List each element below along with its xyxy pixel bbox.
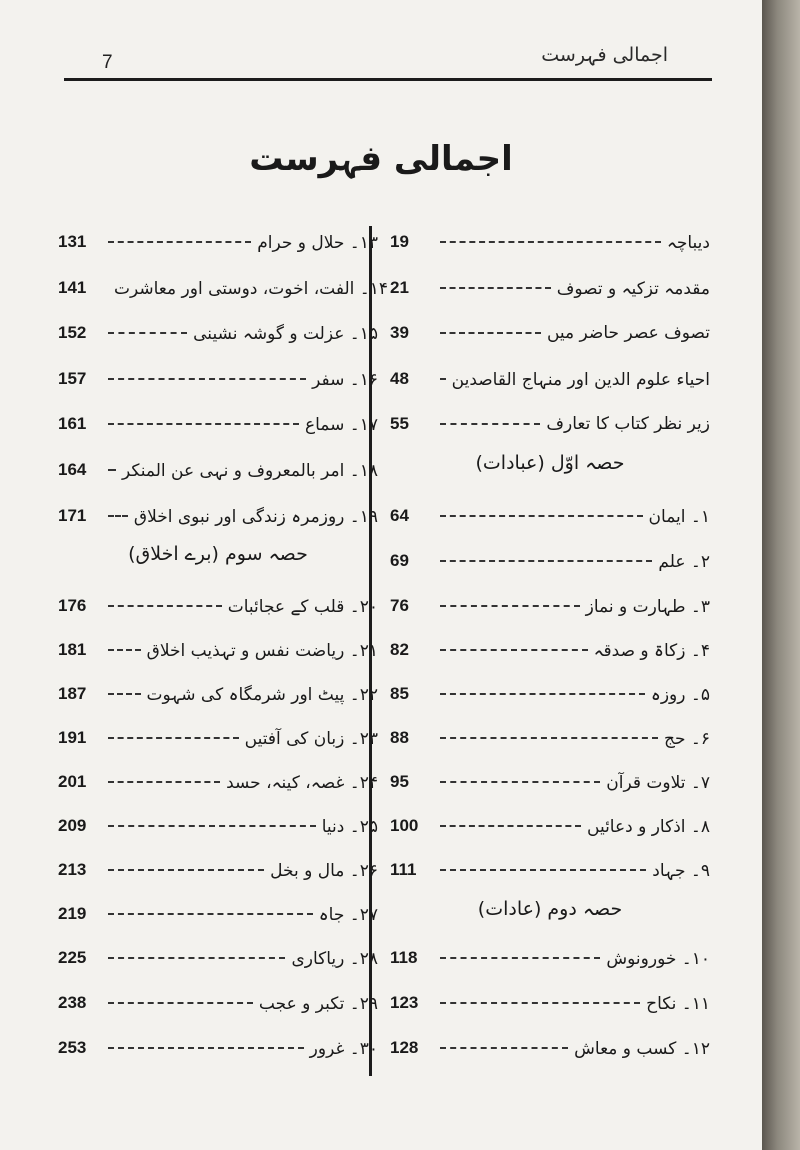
section-heading-part3: حصہ سوم (برے اخلاق) bbox=[128, 543, 308, 565]
toc-entry bbox=[58, 318, 378, 348]
toc-entry bbox=[390, 723, 710, 753]
toc-page: 201 bbox=[58, 772, 87, 791]
toc-page: 191 bbox=[58, 728, 87, 747]
toc-entry bbox=[58, 273, 389, 303]
toc-label: ۲۶۔ مال و بخل bbox=[270, 860, 378, 881]
leader-dashes bbox=[440, 693, 645, 695]
leader-dashes bbox=[108, 1047, 304, 1049]
toc-page: 131 bbox=[58, 232, 87, 251]
toc-entry bbox=[58, 899, 378, 929]
toc-entry bbox=[58, 635, 378, 665]
toc-label: ۲۳۔ زبان کی آفتیں bbox=[244, 728, 378, 749]
toc-label: ۹۔ جہاد bbox=[652, 860, 710, 881]
toc-page: 100 bbox=[390, 816, 419, 835]
toc-page: 85 bbox=[390, 684, 409, 703]
toc-entry bbox=[390, 318, 710, 348]
header-rule bbox=[64, 78, 712, 81]
toc-page: 19 bbox=[390, 232, 409, 251]
toc-page: 225 bbox=[58, 948, 87, 967]
toc-entry bbox=[390, 1033, 710, 1063]
leader-dashes bbox=[440, 781, 600, 783]
toc-page: 181 bbox=[58, 640, 87, 659]
toc-entry bbox=[390, 364, 710, 394]
toc-entry bbox=[390, 546, 710, 576]
toc-page: 213 bbox=[58, 860, 87, 879]
toc-page: 141 bbox=[58, 278, 87, 297]
leader-dashes bbox=[108, 825, 316, 827]
leader-dashes bbox=[108, 469, 116, 471]
book-binding-edge bbox=[762, 0, 800, 1150]
toc-entry bbox=[390, 273, 710, 303]
leader-dashes bbox=[108, 423, 299, 425]
toc-label: ۲۔ علم bbox=[658, 551, 710, 572]
leader-dashes bbox=[440, 241, 661, 243]
toc-page: 171 bbox=[58, 506, 87, 525]
toc-page: 209 bbox=[58, 816, 87, 835]
leader-dashes bbox=[440, 1002, 640, 1004]
section-heading-part1: حصہ اوّل (عبادات) bbox=[475, 452, 625, 474]
leader-dashes bbox=[108, 693, 141, 695]
toc-label: ۱۸۔ امر بالمعروف و نہی عن المنکر bbox=[122, 460, 378, 481]
toc-label: ۲۱۔ ریاضت نفس و تہذیب اخلاق bbox=[146, 640, 378, 661]
toc-page: 48 bbox=[390, 369, 409, 388]
toc-entry bbox=[390, 855, 710, 885]
toc-label: ۲۰۔ قلب کے عجائبات bbox=[227, 596, 378, 617]
toc-label: مقدمہ تزکیہ و تصوف bbox=[556, 278, 710, 299]
toc-entry bbox=[58, 409, 378, 439]
toc-page: 69 bbox=[390, 551, 409, 570]
leader-dashes bbox=[440, 737, 658, 739]
toc-page: 157 bbox=[58, 369, 87, 388]
toc-label: ۵۔ روزہ bbox=[650, 684, 710, 705]
toc-label: ۱۱۔ نکاح bbox=[646, 993, 710, 1014]
toc-label: ۸۔ اذکار و دعائیں bbox=[587, 816, 710, 837]
leader-dashes bbox=[440, 332, 541, 334]
running-header: اجمالی فہرست bbox=[541, 44, 668, 66]
toc-entry bbox=[58, 591, 378, 621]
toc-entry bbox=[390, 988, 710, 1018]
toc-entry bbox=[58, 988, 378, 1018]
toc-page: 152 bbox=[58, 323, 87, 342]
toc-label: ۴۔ زکاۃ و صدقہ bbox=[593, 640, 710, 661]
toc-entry bbox=[58, 501, 378, 531]
toc-label: تصوف عصر حاضر میں bbox=[546, 323, 710, 343]
toc-page: 111 bbox=[390, 860, 417, 879]
toc-label: ۱۹۔ روزمرہ زندگی اور نبوی اخلاق bbox=[133, 506, 378, 527]
toc-label: ۱۰۔ خورونوش bbox=[606, 948, 710, 969]
toc-entry bbox=[390, 679, 710, 709]
toc-page: 95 bbox=[390, 772, 409, 791]
page-title: اجمالی فہرست bbox=[249, 139, 513, 179]
toc-label: ۱۷۔ سماع bbox=[304, 414, 378, 435]
leader-dashes bbox=[440, 1047, 568, 1049]
toc-page: 123 bbox=[390, 993, 419, 1012]
leader-dashes bbox=[108, 332, 187, 334]
leader-dashes bbox=[440, 560, 652, 562]
leader-dashes bbox=[440, 869, 646, 871]
toc-page: 82 bbox=[390, 640, 409, 659]
toc-page: 21 bbox=[390, 278, 409, 297]
leader-dashes bbox=[108, 957, 285, 959]
toc-page: 187 bbox=[58, 684, 87, 703]
toc-label: ۲۴۔ غصہ، کینہ، حسد bbox=[226, 772, 378, 793]
leader-dashes bbox=[440, 515, 643, 517]
toc-label: احیاء علوم الدین اور منہاج القاصدین bbox=[451, 369, 710, 390]
leader-dashes bbox=[108, 781, 220, 783]
toc-page: 164 bbox=[58, 460, 87, 479]
toc-entry bbox=[58, 723, 378, 753]
leader-dashes bbox=[440, 287, 551, 289]
leader-dashes bbox=[108, 1002, 253, 1004]
leader-dashes bbox=[108, 378, 306, 380]
toc-entry bbox=[390, 767, 710, 797]
toc-label: ۶۔ حج bbox=[664, 728, 710, 749]
toc-label: ۳۔ طہارت و نماز bbox=[585, 596, 710, 617]
leader-dashes bbox=[440, 605, 580, 607]
toc-page: 219 bbox=[58, 904, 87, 923]
toc-label: ۷۔ تلاوت قرآن bbox=[606, 772, 710, 793]
leader-dashes bbox=[108, 241, 251, 243]
toc-page: 128 bbox=[390, 1038, 419, 1057]
toc-page: 118 bbox=[390, 948, 418, 967]
toc-entry bbox=[390, 591, 710, 621]
toc-page: 76 bbox=[390, 596, 409, 615]
leader-dashes bbox=[108, 605, 222, 607]
toc-page: 39 bbox=[390, 323, 409, 342]
toc-label: ۱۔ ایمان bbox=[648, 506, 710, 527]
leader-dashes bbox=[440, 423, 540, 425]
toc-entry bbox=[58, 364, 378, 394]
leader-dashes bbox=[440, 378, 446, 380]
toc-label: ۱۶۔ سفر bbox=[312, 369, 378, 390]
toc-entry bbox=[58, 855, 378, 885]
toc-label: ۲۹۔ تکبر و عجب bbox=[258, 993, 378, 1014]
toc-entry bbox=[58, 943, 378, 973]
toc-page: 253 bbox=[58, 1038, 87, 1057]
toc-entry bbox=[390, 501, 710, 531]
page-number: 7 bbox=[102, 52, 113, 73]
leader-dashes bbox=[440, 957, 600, 959]
toc-entry bbox=[390, 409, 710, 439]
toc-entry bbox=[390, 635, 710, 665]
leader-dashes bbox=[440, 825, 581, 827]
toc-label: ۲۷۔ جاہ bbox=[318, 904, 378, 925]
toc-label: ۱۲۔ کسب و معاش bbox=[574, 1038, 710, 1059]
toc-entry bbox=[58, 811, 378, 841]
toc-page: 238 bbox=[58, 993, 87, 1012]
toc-label: زیر نظر کتاب کا تعارف bbox=[546, 414, 710, 434]
toc-label: ۱۵۔ عزلت و گوشہ نشینی bbox=[193, 323, 378, 344]
leader-dashes bbox=[108, 649, 141, 651]
toc-page: 88 bbox=[390, 728, 409, 747]
toc-entry bbox=[390, 227, 710, 257]
toc-entry bbox=[58, 455, 378, 485]
toc-label: ۲۲۔ پیٹ اور شرمگاہ کی شہوت bbox=[146, 684, 378, 705]
toc-label: ۲۸۔ ریاکاری bbox=[291, 948, 378, 969]
toc-label: ۳۰۔ غرور bbox=[309, 1038, 378, 1059]
toc-entry bbox=[58, 767, 378, 797]
toc-page: 176 bbox=[58, 596, 87, 615]
leader-dashes bbox=[108, 737, 239, 739]
toc-label: ۱۴۔ الفت، اخوت، دوستی اور معاشرت bbox=[114, 278, 389, 299]
leader-dashes bbox=[108, 913, 313, 915]
toc-entry bbox=[58, 1033, 378, 1063]
leader-dashes bbox=[108, 869, 264, 871]
toc-entry bbox=[390, 943, 710, 973]
leader-dashes bbox=[108, 515, 128, 517]
toc-page: 55 bbox=[390, 414, 409, 433]
toc-label: دیباچہ bbox=[666, 232, 710, 253]
toc-label: ۲۵۔ دنیا bbox=[321, 816, 378, 837]
toc-page: 64 bbox=[390, 506, 409, 525]
toc-entry bbox=[58, 227, 378, 257]
leader-dashes bbox=[440, 649, 588, 651]
toc-label: ۱۳۔ حلال و حرام bbox=[257, 232, 378, 253]
section-heading-part2: حصہ دوم (عادات) bbox=[477, 898, 623, 920]
toc-entry bbox=[58, 679, 378, 709]
toc-page: 161 bbox=[58, 414, 87, 433]
toc-entry bbox=[390, 811, 710, 841]
